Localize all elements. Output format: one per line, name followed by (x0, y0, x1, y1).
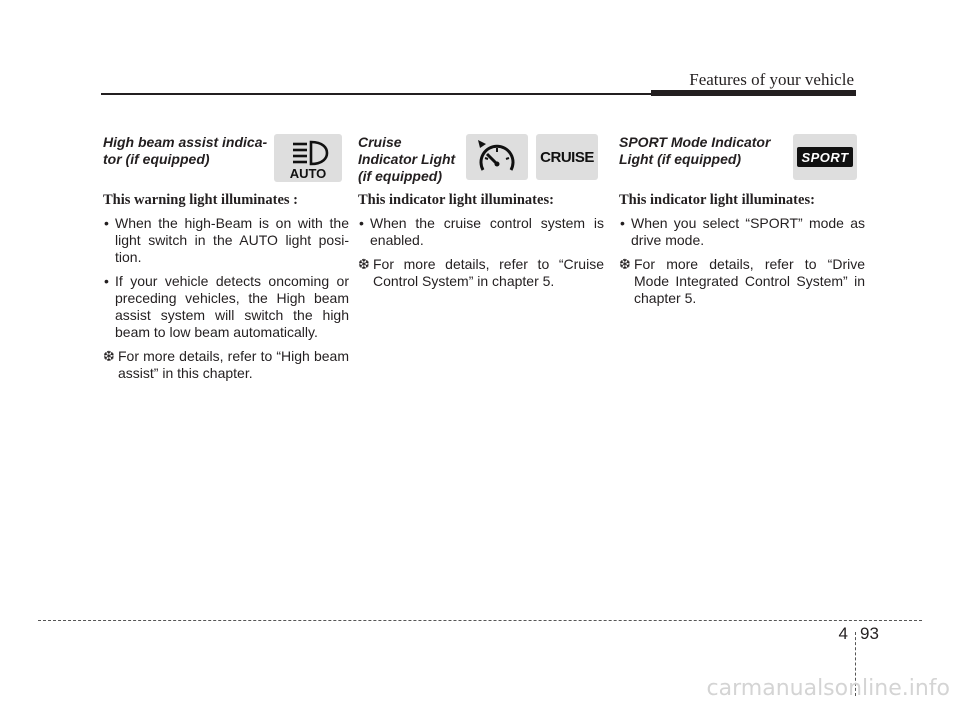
cruise-section (358, 134, 604, 297)
note-symbol: ❆ (103, 348, 115, 364)
lead-text: This warning light illuminates : (103, 192, 298, 208)
sport-icon-label: SPORT (801, 149, 849, 165)
bullet-item: • When the high-Beam is on with the light switch in the AUTO light posi-tion. (103, 215, 349, 266)
reference-note (103, 348, 349, 382)
reference-note (358, 256, 604, 290)
watermark: carmanualsonline.info (706, 676, 950, 701)
sport-mode-icon (793, 134, 857, 180)
lead-text: This indicator light illuminates: (619, 192, 815, 208)
note-symbol: ❆ (358, 256, 370, 272)
note-text: For more details, refer to “High beam assist” in this chapter. (118, 348, 349, 381)
section-heading: High beam assist indica- tor (if equipped) (103, 134, 268, 167)
bullet-item: • When you select “SPORT” mode as drive mode. (619, 215, 865, 249)
footer-rule (38, 620, 922, 621)
header-rule-accent (651, 90, 856, 96)
note-text: For more details, refer to “Cruise Control System” in chapter 5. (373, 256, 604, 289)
high-beam-section (103, 134, 349, 389)
section-heading: Cruise Indicator Light (if equipped) (358, 134, 456, 184)
page-header-title: Features of your vehicle (689, 70, 854, 89)
cruise-text-icon (536, 134, 598, 180)
cruise-speedometer-icon (466, 134, 528, 180)
sport-section (619, 134, 865, 314)
bullet-item: • When the cruise control system is enabled. (358, 215, 604, 249)
page-number: 93 (860, 624, 879, 643)
note-text: For more details, refer to “Drive Mode Integrated Control System” in chapter 5. (634, 256, 865, 306)
lead-text: This indicator light illuminates: (358, 192, 554, 208)
chapter-number: 4 (838, 624, 848, 643)
high-beam-auto-icon (274, 134, 342, 182)
bullet-item: • If your vehicle detects oncoming or preceding vehicles, the High beam assist system will switch the high beam to low beam automatically. (103, 273, 349, 341)
note-symbol: ❆ (619, 256, 631, 272)
header-rule (101, 93, 651, 95)
cruise-icon-label: CRUISE (540, 148, 594, 166)
reference-note (619, 256, 865, 307)
auto-icon-label: AUTO (289, 166, 327, 180)
section-heading: SPORT Mode Indicator Light (if equipped) (619, 134, 771, 167)
